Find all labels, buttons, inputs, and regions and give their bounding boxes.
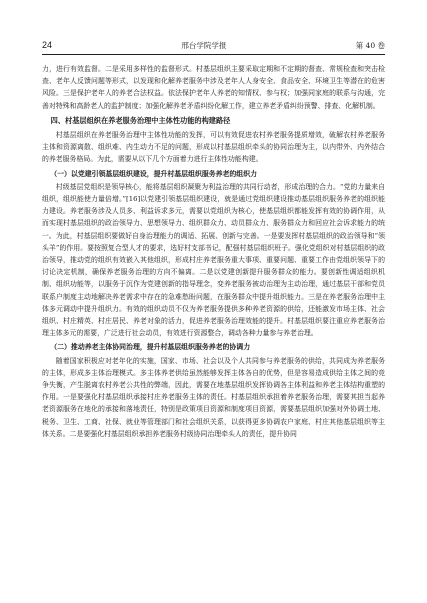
subsection-heading-2: （二）推动养老主体协同治理，提升村基层组织服务养老的协调力 bbox=[50, 343, 251, 352]
volume-label: 第 40 卷 bbox=[355, 41, 385, 50]
page-number: 24 bbox=[42, 40, 53, 50]
journal-title: 邢台学院学报 bbox=[181, 41, 227, 50]
paragraph-intro: 村基层组织在养老服务治理中主体性功能的发挥，可以有效促进农村养老服务提质增效，破解农村养老服务主体和资源离散、组织难、内生动力不足的问题，形成以村基层组织牵头的协同治理为主，以内带外、内外结合的养老服务格局。为此，需要从以下几个方面着力进行主体性功能构建。 bbox=[42, 131, 385, 164]
paragraph-subsection-2: 随着国家积极应对老年化的实施，国家、市场、社会以及个人共同参与养老服务的供给，共同成为养老服务的主体，形成多主体治理模式。多主体养老供给虽然能够发挥主体各自的优势，但是容易造成供给主体之间的竞争失衡，产生脱离农村养老公共性的弊端，因此，需要在地基层组织发挥协调各主体利益和养老主体结构重塑的作用。一是要强化村基层组织承接村庄养老服务主体的责任。村基层组织承担着养老服务治理，需要其担当起养老资源服务在地化的承接和落地责任，特别是政策项目资源和制度项目资源，需要基层组织加强对外协调土地、税务、卫生、工商、社保、就业等管理部门和社会组织关系，以获得更多协调农户家庭、村庄其他基层组织等主体关系。二是要强化村基层组织承担养老服务村级协同治理牵头人的责任，提升协同 bbox=[42, 356, 385, 438]
paragraph-continued: 力，进行有效监督。二是采用多样性的监督形式。村基层组织主要采取定期和不定期的督查、常规检查和突击检查、老年人反馈问题等形式，以发现和化解养老服务中涉及老年人人身安全、食品安全、环境卫生等潜在的危害风险。三是保护老年人的养老合法权益。依法保护老年人养老的知情权、参与权；加强同家庭的联系与沟通，完善对特殊和高龄老人的监护制度；加强化解养老矛盾纠纷化解工作，建立养老矛盾纠纷预警、排查、化解机制。 bbox=[42, 65, 385, 110]
running-header bbox=[42, 40, 385, 55]
article-body bbox=[42, 63, 385, 440]
paragraph-subsection-1: 村级基层党组织是领导核心，能将基层组织凝聚为利益治理的共同行动者，形成治理的合力。“党的力量来自组织，组织能使力量倍增。”[16]以党建引领基层组织建设，就是通过党组织建设推动基层组织服务养老的组织能力建设。养老服务涉及人员多、利益诉求多元，需要以党组织为核心，使基层组织都能发挥有效的协调作用，从而实现村基层组织的政治领导力、思想领导力、组织群众力、动员群众力、服务群众力和回应社会诉求能力的统一。为此，村基层组织要做好自身治理能力的调适、拓展、创新与完善。一是要发挥村基层组织的政治领导和“领头羊”的作用。要按照复合型人才的要求，选好村支部书记，配强村基层组织班子。强化党组织对村基层组织的政治领导，推动党的组织有效嵌入其他组织，形成村庄养老服务重大事项、重要问题、重要工作由党组织领导下的讨论决定机制，确保养老服务治理的方向不偏离。二是以党建创新提升服务群众的能力。要创新性调适组织机制、组织功能等，以服务于沉作为党建创新的指导理念，变养老服务被动治理为主动治理，通过基层干部和党员联系户制度主动地解决养老需求中存在的急难愁盼问题，在服务群众中提升组织能力。三是在养老服务治理中主体多元调动中提升组织力。有效的组织动员不仅为养老服务提供多种养老资源的供给，还能激发市场主体、社会组织、村庄精英、村庄居民、养老对象的活力，促进养老服务治理效能的提升。村基层组织要注重应养老服务治理主体多元的需要，广泛进行社会动员，有效进行资源整合，调动各种力量参与养老治理。 bbox=[42, 182, 385, 338]
section-heading: 四、村基层组织在养老服务治理中主体性功能的构建路径 bbox=[50, 115, 231, 125]
subsection-heading-1: （一）以党建引领基层组织建设，提升村基层组织服务养老的组织力 bbox=[50, 169, 257, 178]
